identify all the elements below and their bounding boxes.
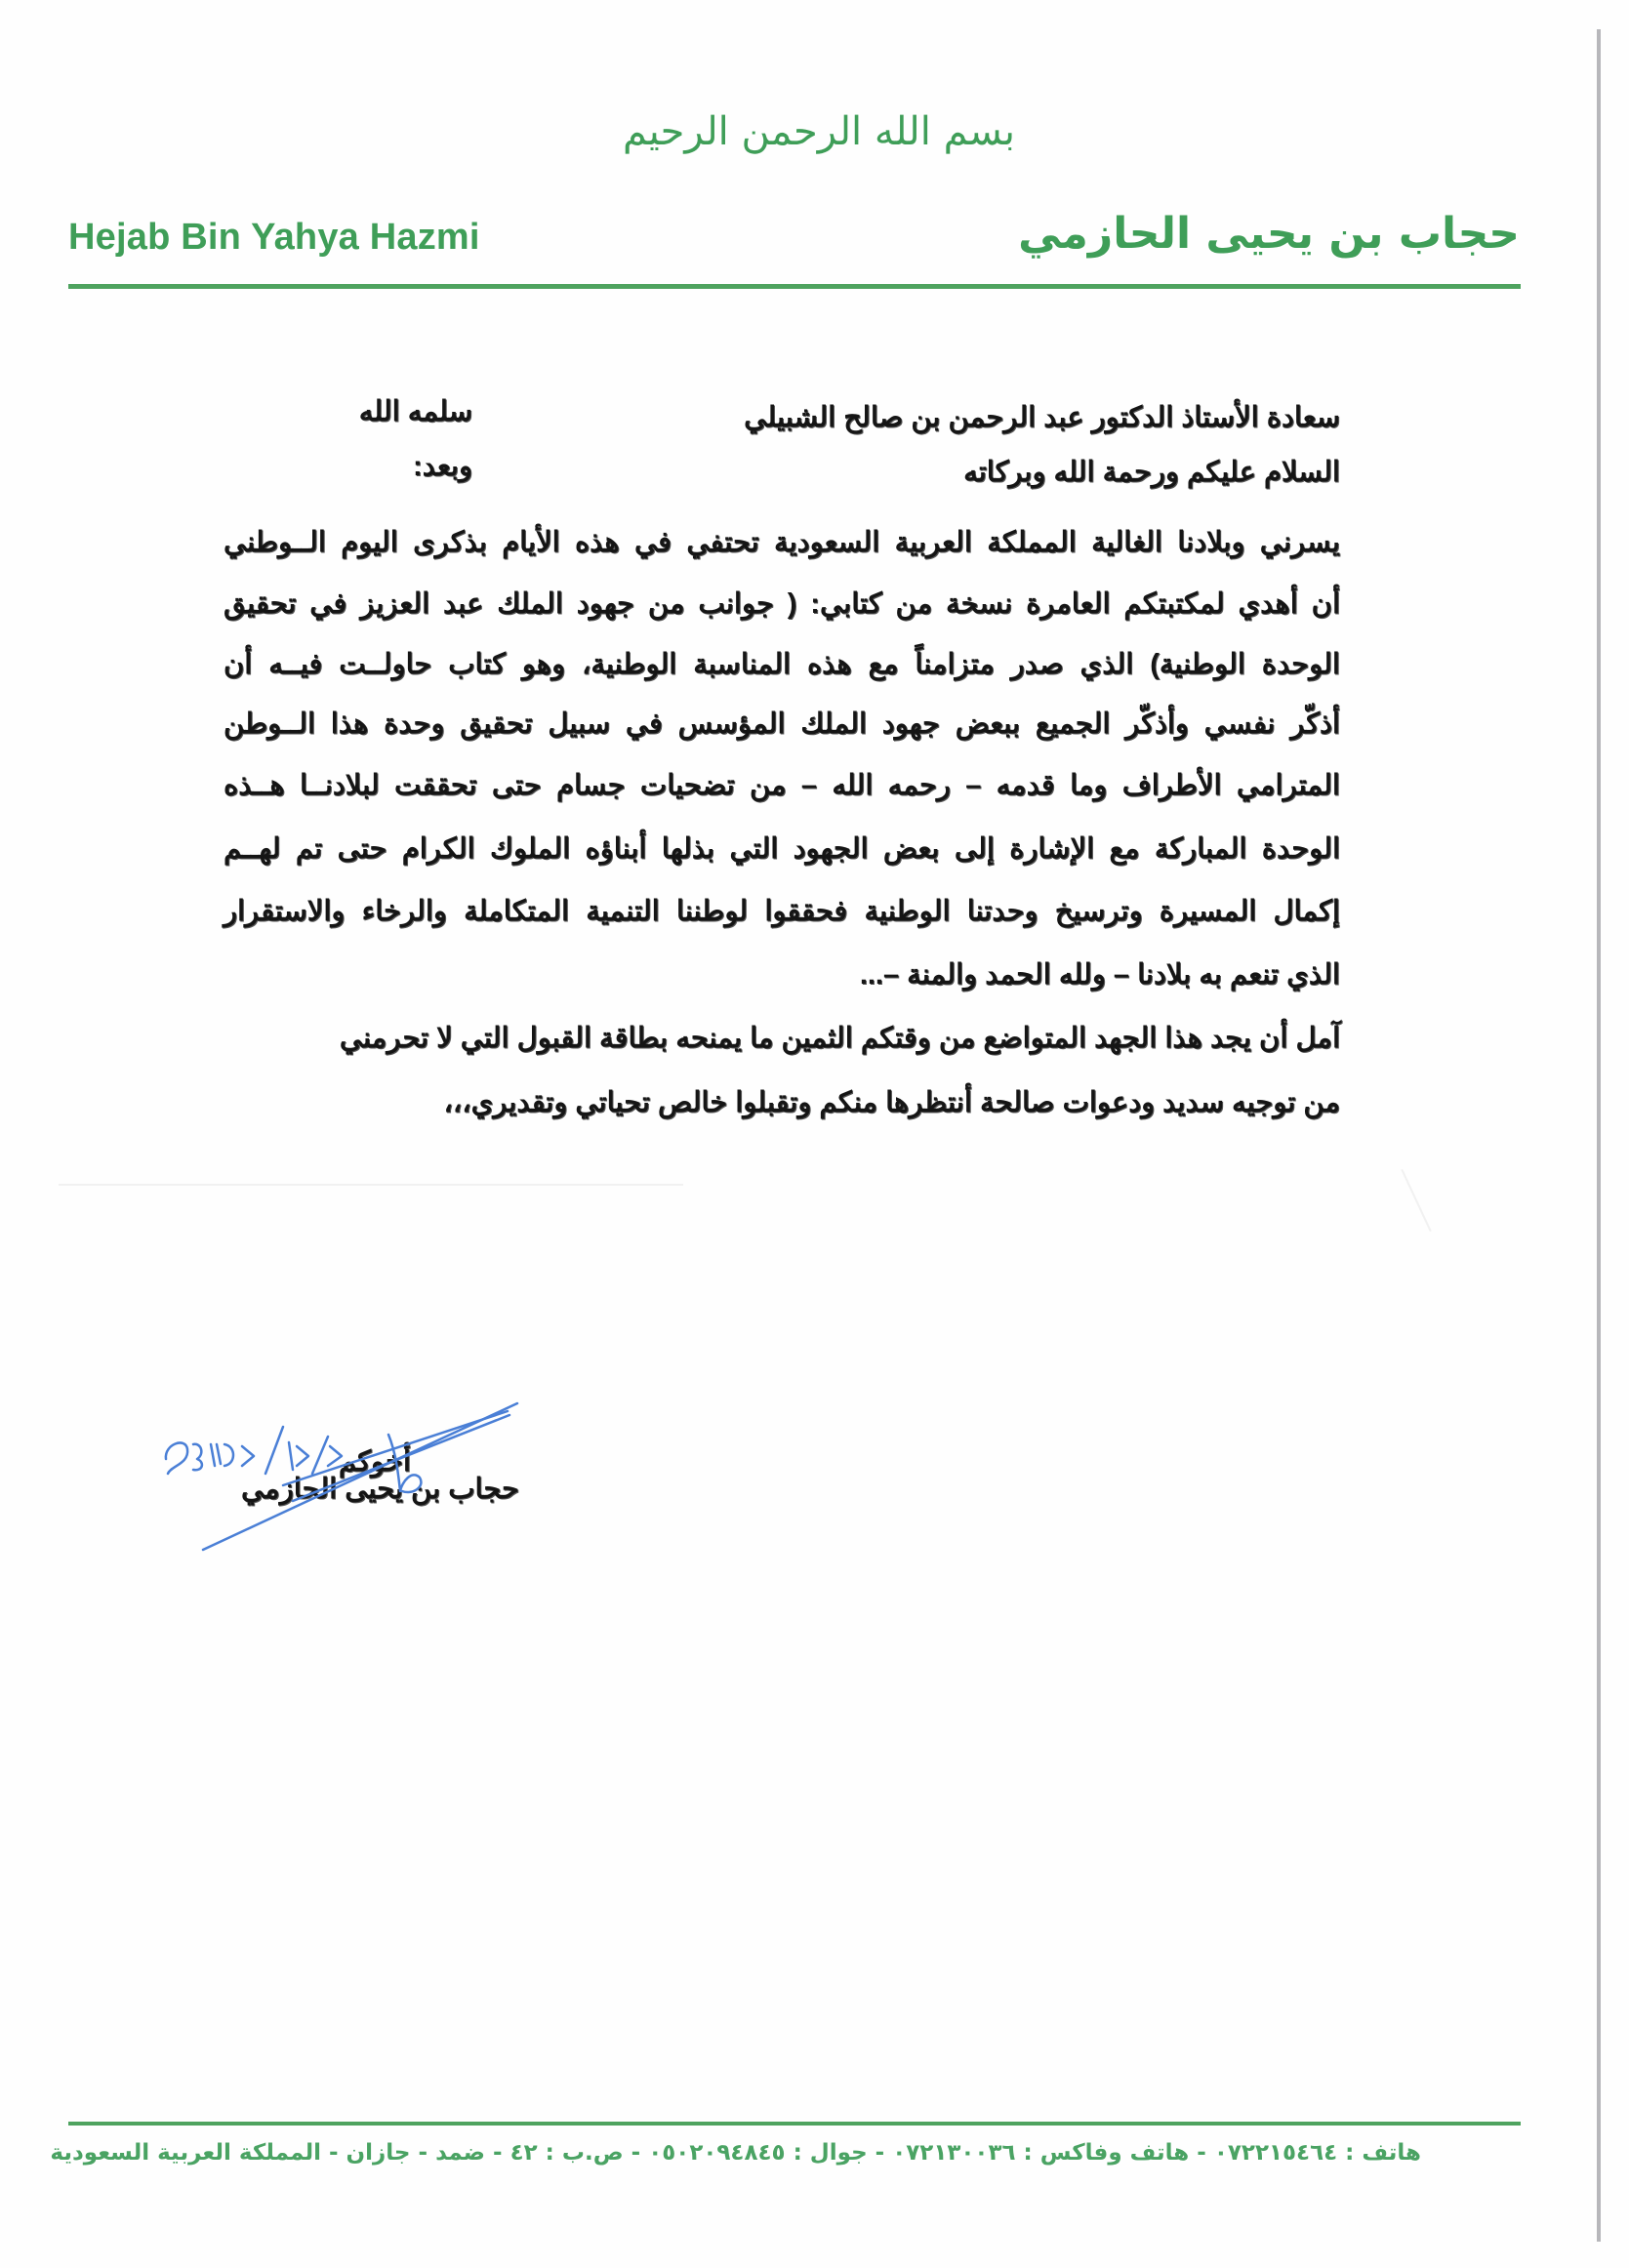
closing-line: من توجيه سديد ودعوات صالحة أنتظرها منكم وتقبلوا خالص تحياتي وتقديري،،، — [443, 1087, 1340, 1118]
body-line: أذكّر نفسي وأذكّر الجميع ببعض جهود الملك المؤسس في سبيل تحقيق وحدة هذا الــوطن — [224, 709, 1340, 740]
handwritten-signature-icon — [146, 1376, 537, 1561]
greeting-line: السلام عليكم ورحمة الله وبركاته — [963, 457, 1340, 488]
greeting-after: وبعد: — [413, 451, 472, 482]
signature-name: حجاب بن يحيى الحازمي — [241, 1474, 519, 1505]
footer-contact-info: هاتف : ٠٧٢٢١٥٤٦٤ - هاتف وفاكس : ٠٧٢١٣٠٠٣٦ - جوال : ٠٥٠٢٠٩٤٨٤٥ - ص.ب : ٤٢ - ضمد - جازان - المملكة العربية السعودية — [50, 2140, 1421, 2166]
signature-stroke — [193, 1444, 202, 1470]
signature-stroke — [211, 1444, 233, 1466]
sender-name-arabic: حجاب بن يحيى الحازمي — [1018, 209, 1520, 259]
page-edge-line — [1597, 29, 1601, 2242]
signature-stroke — [283, 1411, 508, 1485]
body-line: الوحدة الوطنية) الذي صدر متزامناً مع هذه المناسبة الوطنية، وهو كتاب حاولــت فيــه أن — [224, 649, 1340, 680]
body-line: إكمال المسيرة وترسيخ وحدتنا الوطنية فحققوا لوطننا التنمية المتكاملة والرخاء والاستقرار — [224, 896, 1340, 927]
recipient-honorific: سلمه الله — [358, 396, 472, 427]
recipient-line: سعادة الأستاذ الدكتور عبد الرحمن بن صالح الشبيلي — [744, 402, 1340, 433]
bismillah-heading: بسم الله الرحمن الرحيم — [622, 109, 1015, 154]
signature-stroke — [388, 1435, 421, 1492]
footer-divider — [68, 2122, 1521, 2126]
scan-smudge — [1401, 1169, 1431, 1232]
sender-name-english: Hejab Bin Yahya Hazmi — [68, 217, 480, 258]
signature-stroke — [242, 1446, 254, 1466]
signature-stroke — [203, 1403, 517, 1550]
body-line: الذي تنعم به بلادنا – ولله الحمد والمنة –... — [859, 959, 1340, 991]
signature-stroke — [166, 1442, 187, 1474]
body-line: أن أهدي لمكتبتكم العامرة نسخة من كتابي: ( جوانب من جهود الملك عبد العزيز في تحقيق — [224, 588, 1340, 620]
body-line: الوحدة المباركة مع الإشارة إلى بعض الجهود التي بذلها أبناؤه الملوك الكرام حتى تم لهــم — [224, 833, 1340, 865]
header-divider — [68, 284, 1521, 289]
signature-stroke — [312, 1437, 328, 1474]
signature-stroke — [328, 1446, 342, 1466]
signature-stroke — [289, 1442, 308, 1470]
body-line: يسرني وبلادنا الغالية المملكة العربية السعودية تحتفي في هذه الأيام بذكرى اليوم الــوطني — [224, 527, 1340, 558]
closing-line: آمل أن يجد هذا الجهد المتواضع من وقتكم الثمين ما يمنحه بطاقة القبول التي لا تحرمني — [339, 1023, 1340, 1054]
signature-closing: أخوكم — [338, 1446, 411, 1478]
body-line: المترامي الأطراف وما قدمه – رحمه الله – من تضحيات جسام حتى تحققت لبلادنــا هــذه — [224, 770, 1340, 801]
signature-stroke — [265, 1427, 283, 1474]
scan-smudge — [59, 1184, 683, 1186]
